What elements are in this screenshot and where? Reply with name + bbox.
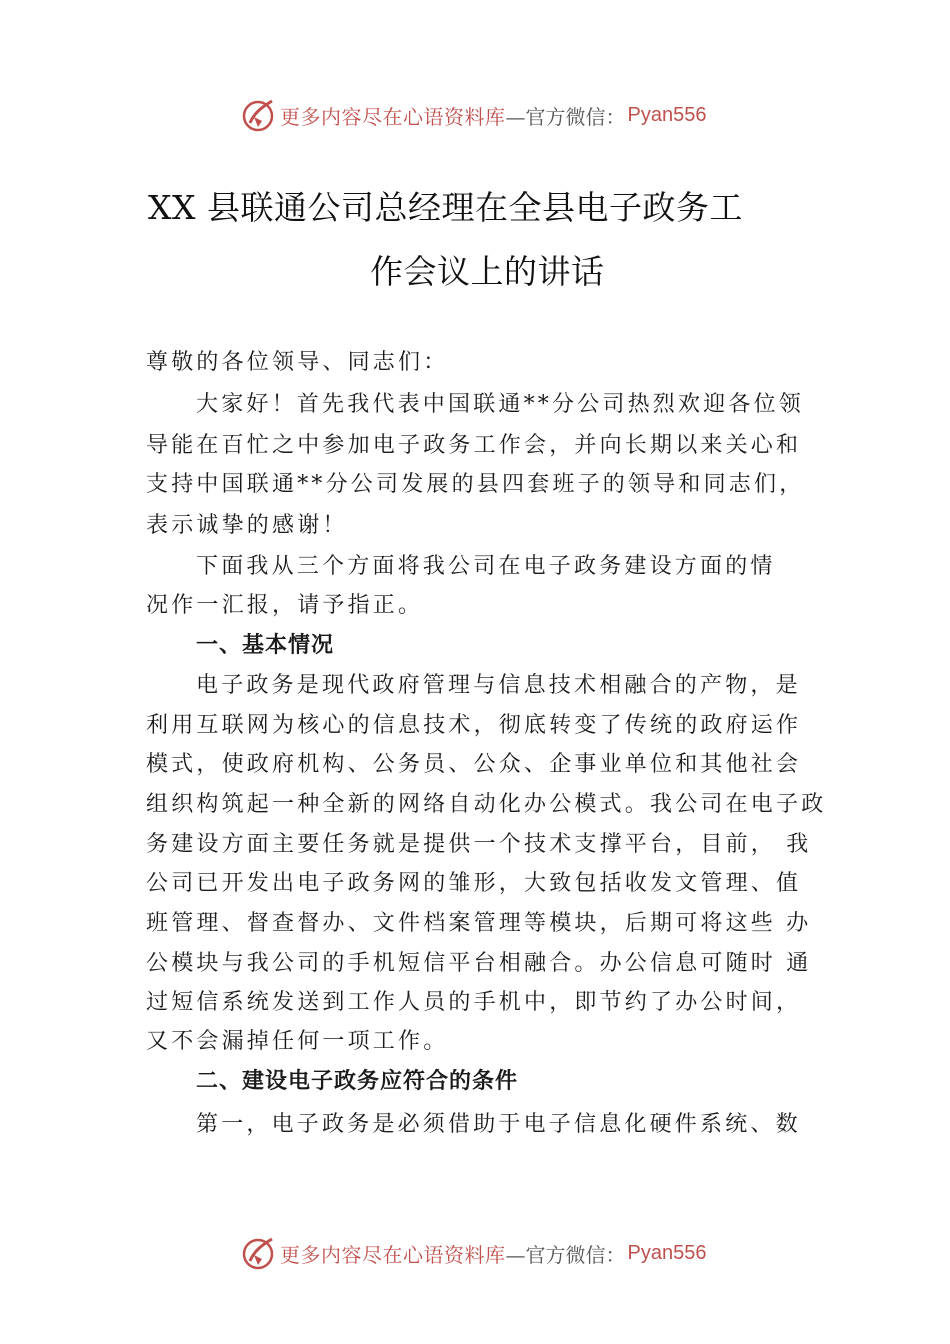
document-title-line2: 作会议上的讲话 bbox=[370, 252, 605, 291]
paragraph-line: 公模块与我公司的手机短信平台相融合。办公信息可随时 通 bbox=[146, 951, 812, 976]
paragraph-line: 务建设方面主要任务就是提供一个技术支撑平台，目前， 我 bbox=[146, 832, 812, 857]
logo-icon bbox=[240, 1235, 276, 1271]
paragraph-line: 表示诚挚的感谢！ bbox=[146, 513, 348, 538]
watermark-text: 更多内容尽在心语资料库 bbox=[280, 104, 506, 129]
paragraph-line: 又不会漏掉任何一项工作。 bbox=[146, 1029, 449, 1054]
paragraph-line: 下面我从三个方面将我公司在电子政务建设方面的情 bbox=[196, 554, 776, 579]
watermark-header bbox=[240, 95, 706, 135]
document-title-line1: XX 县联通公司总经理在全县电子政务工 bbox=[148, 188, 743, 227]
paragraph-line: 导能在百忙之中参加电子政务工作会，并向长期以来关心和 bbox=[146, 433, 802, 458]
paragraph-line: 支持中国联通**分公司发展的县四套班子的领导和同志们， bbox=[146, 472, 805, 497]
logo-icon bbox=[240, 97, 276, 133]
paragraph-line: 过短信系统发送到工作人员的手机中，即节约了办公时间， bbox=[146, 990, 802, 1015]
paragraph-line: 组织构筑起一种全新的网络自动化办公模式。我公司在电子政 bbox=[146, 792, 827, 817]
paragraph-line: 模式，使政府机构、公务员、公众、企事业单位和其他社会 bbox=[146, 752, 802, 777]
paragraph-line: 大家好！首先我代表中国联通**分公司热烈欢迎各位领 bbox=[196, 392, 805, 417]
watermark-footer bbox=[240, 1233, 706, 1273]
paragraph-line: 班管理、督查督办、文件档案管理等模块，后期可将这些 办 bbox=[146, 911, 812, 936]
watermark-text: 更多内容尽在心语资料库 bbox=[280, 1242, 506, 1267]
section-heading-1: 一、基本情况 bbox=[196, 633, 335, 658]
watermark-separator: —官方微信： bbox=[505, 1242, 626, 1267]
watermark-separator: —官方微信： bbox=[505, 104, 626, 129]
watermark-id: Pyan556 bbox=[627, 1241, 707, 1264]
paragraph-line: 公司已开发出电子政务网的雏形，大致包括收发文管理、值 bbox=[146, 871, 802, 896]
section-heading-2: 二、建设电子政务应符合的条件 bbox=[196, 1069, 519, 1094]
paragraph-line: 利用互联网为核心的信息技术，彻底转变了传统的政府运作 bbox=[146, 713, 802, 738]
paragraph-line: 第一，电子政务是必须借助于电子信息化硬件系统、数 bbox=[196, 1112, 801, 1137]
paragraph-line: 况作一汇报，请予指正。 bbox=[146, 593, 424, 618]
paragraph-line: 电子政务是现代政府管理与信息技术相融合的产物，是 bbox=[196, 673, 801, 698]
salutation: 尊敬的各位领导、同志们： bbox=[146, 350, 449, 375]
watermark-id: Pyan556 bbox=[627, 103, 707, 126]
